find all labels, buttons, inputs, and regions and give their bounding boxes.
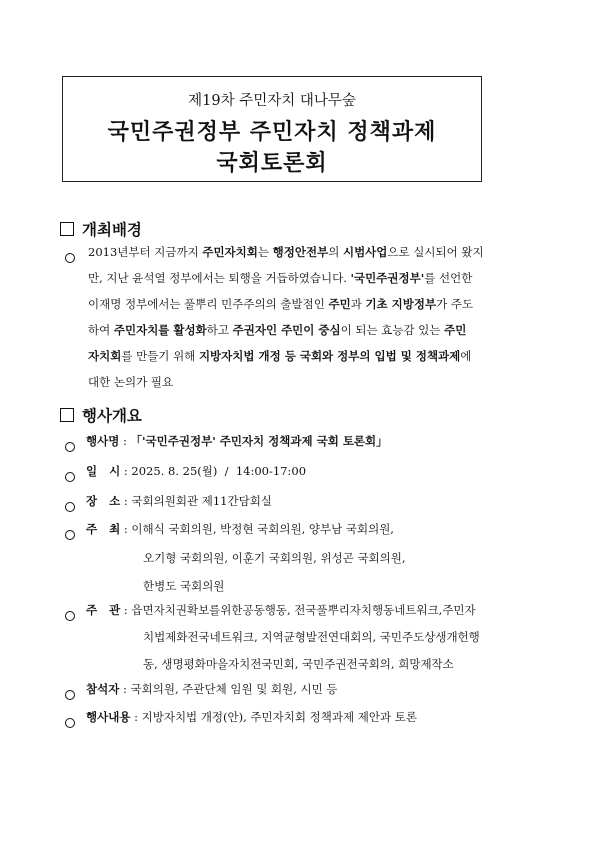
- overview-host: 주 최 : 이해식 국회의원, 박정현 국회의원, 양부남 국회의원,: [86, 522, 394, 536]
- event-series-title: 제19차 주민자치 대나무숲: [188, 93, 356, 109]
- background-line-6: 대한 논의가 필요: [88, 375, 174, 389]
- document-subtitle: 국회토론회: [216, 150, 328, 176]
- document-title: 국민주권정부 주민자치 정책과제: [107, 119, 437, 145]
- background-line-1: 2013년부터 지금까지 주민자치회는 행정안전부의 시범사업으로 실시되어 왔지: [88, 245, 484, 259]
- overview-organizer-line-3: 동, 생명평화마을자치전국민회, 국민주권전국회의, 희망제작소: [143, 657, 454, 671]
- overview-attendees: 참석자 : 국회의원, 주관단체 임원 및 회원, 시민 등: [86, 682, 338, 696]
- circle-bullet-icon: [65, 611, 75, 621]
- circle-bullet-icon: [65, 690, 75, 700]
- section-overview-title: 행사개요: [82, 406, 142, 425]
- circle-bullet-icon: [65, 530, 75, 540]
- overview-host-line-2: 오기형 국회의원, 이훈기 국회의원, 위성곤 국회의원,: [143, 551, 406, 565]
- overview-host-line-3: 한병도 국회의원: [143, 579, 225, 593]
- background-line-5: 자치회를 만들기 위해 지방자치법 개정 등 국회와 정부의 입법 및 정책과제에: [88, 349, 472, 363]
- overview-place: 장 소 : 국회의원회관 제11간담회실: [86, 494, 272, 508]
- background-line-2: 만, 지난 윤석열 정부에서는 퇴행을 거듭하였습니다. '국민주권정부'를 선언한: [88, 271, 473, 285]
- square-bullet-icon: [60, 408, 74, 422]
- circle-bullet-icon: [65, 442, 75, 452]
- background-line-4: 하여 주민자치를 활성화하고 주권자인 주민이 중심이 되는 효능감 있는 주민: [88, 323, 467, 337]
- circle-bullet-icon: [65, 718, 75, 728]
- circle-bullet-icon: [65, 502, 75, 512]
- section-background-title: 개최배경: [82, 220, 142, 239]
- overview-organizer: 주 관 : 읍면자치권확보를위한공동행동, 전국풀뿌리자치행동네트워크,주민자: [86, 603, 476, 617]
- overview-organizer-line-2: 치법제화전국네트워크, 지역균형발전연대회의, 국민주도상생개헌행: [143, 630, 480, 644]
- section-overview: [60, 404, 142, 426]
- background-line-3: 이재명 정부에서는 풀뿌리 민주주의의 출발점인 주민과 기초 지방정부가 주도: [88, 297, 474, 311]
- circle-bullet-icon: [65, 253, 75, 263]
- title-box: [62, 76, 482, 182]
- circle-bullet-icon: [65, 472, 75, 482]
- overview-event-name: 행사명 : 「'국민주권정부' 주민자치 정책과제 국회 토론회」: [86, 434, 388, 448]
- section-background: [60, 218, 142, 240]
- overview-content: 행사내용 : 지방자치법 개정(안), 주민자치회 정책과제 제안과 토론: [86, 710, 417, 724]
- square-bullet-icon: [60, 222, 74, 236]
- overview-date: 일 시 : 2025. 8. 25(월) / 14:00-17:00: [86, 464, 307, 478]
